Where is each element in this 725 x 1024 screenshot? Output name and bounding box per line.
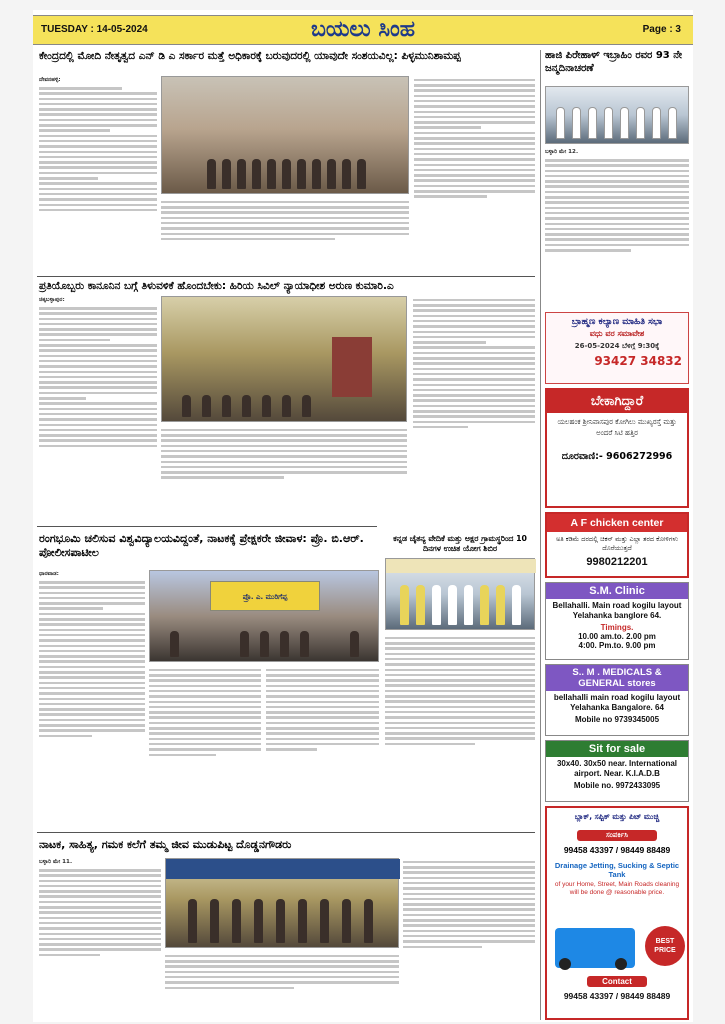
article-3-headline: ರಂಗಭೂಮಿ ಚಲಿಸುವ ವಿಶ್ವವಿದ್ಯಾಲಯವಿದ್ದಂತೆ, ನಾಟಕಕ್ಕೆ ಪ್ರೇಕ್ಷಕರೇ ಜೀವಾಳ: ಪ್ರೊ. ಬಿ.ಆರ್. ಪೋಲೀಸಪಾಟೀಲ bbox=[39, 532, 364, 559]
ad-matrimony-date: 26-05-2024 bbox=[574, 342, 620, 350]
article-2-body-col-2 bbox=[161, 426, 407, 522]
ad-drainage-title: ಬ್ಲಾಕ್, ಸಪ್ಟಿಕ್ ಮತ್ತು ಪಿಟ್ ಮುಚ್ಚಿ bbox=[574, 812, 660, 821]
divider bbox=[37, 832, 535, 833]
best-price-badge-line-2: PRICE bbox=[654, 947, 676, 954]
ad-matrimony-phone: 93427 34832 bbox=[594, 354, 682, 368]
best-price-badge-line-1: BEST bbox=[655, 938, 675, 945]
ad-wanted-phone: ದೂರವಾಣಿ:- 9606272996 bbox=[561, 451, 673, 462]
article-5-photo bbox=[165, 858, 399, 948]
article-5-body-col-3 bbox=[403, 858, 535, 1020]
ad-clinic-title: S.M. Clinic bbox=[546, 583, 688, 599]
ad-site-phone: Mobile no. 9972433095 bbox=[573, 781, 661, 790]
article-4-headline: ಕನ್ನಡ ಚೈತನ್ಯ ವೇದಿಕೆ ಮತ್ತು ಅಕ್ಷರ ಗ್ರಾಮಸ್ಥರಿಂದ 10 ದಿನಗಳ ಉಚಿತ ಯೋಗ ಶಿಬಿರ bbox=[393, 534, 527, 553]
ad-chicken-body: ಅತಿ ಕಡಿಮೆ ದರದಲ್ಲಿ ಚಿಕನ್ ಮತ್ತು ಎಲ್ಲಾ ತರದ ಕೋಳಿಗಳು ದೊರೆಯುತ್ತದೆ bbox=[555, 535, 679, 552]
ad-clinic-address: Bellahalli. Main road kogilu layout Yelahanka banglore 64. bbox=[552, 601, 682, 620]
ad-chicken-title: A F chicken center bbox=[547, 514, 687, 532]
article-3-body-col-3 bbox=[266, 666, 379, 828]
ad-clinic-timing-1: 10.00 am.to. 2.00 pm bbox=[578, 632, 656, 641]
article-6-dateline: ಬಳ್ಳಾರಿ ಮೇ 12. bbox=[545, 149, 579, 155]
article-2-body-col-3 bbox=[413, 296, 535, 522]
article-6-photo bbox=[545, 86, 689, 144]
ad-matrimony-title: ಬ್ರಾಹ್ಮಣ ಕಲ್ಯಾಣ ಮಾಹಿತಿ ಸಭಾ bbox=[571, 317, 663, 327]
ad-medicals-title: S.. M . MEDICALS & GENERAL stores bbox=[546, 665, 688, 691]
ad-site-body: 30x40. 30x50 near. International airport. Near. K.I.A.D.B bbox=[556, 759, 678, 778]
article-3-photo bbox=[149, 570, 379, 662]
masthead-title: ಬಯಲು ಸಿಂಹ bbox=[310, 17, 416, 42]
ad-matrimony-time: ಬೆಳಿಗ್ಗೆ 9:30ಕ್ಕೆ bbox=[621, 342, 660, 350]
ad-chicken-phone: 9980212201 bbox=[586, 556, 648, 568]
ad-wanted bbox=[545, 388, 689, 508]
masthead-date: TUESDAY : 14-05-2024 bbox=[41, 24, 148, 35]
article-6-body bbox=[545, 148, 689, 308]
article-1-dateline: ದೇವನಹಳ್ಳಿ: bbox=[39, 77, 61, 83]
article-4-body bbox=[385, 634, 535, 828]
ad-wanted-body: ಯಲಹಂಕ ಶ್ರೀನಿವಾಸಪುರ ಕೋಗಿಲು ಮುಖ್ಯರಸ್ತೆ ಮತ್ತು ಅಂದರೆ ಸಿಟಿ ಹತ್ತಿರ bbox=[557, 418, 677, 437]
page-number: Page : 3 bbox=[642, 24, 681, 35]
ad-drainage-contact-label: ಸಂಪರ್ಕಿಸಿ bbox=[577, 830, 657, 841]
article-2-headline: ಪ್ರತಿಯೊಬ್ಬರು ಕಾನೂನಿನ ಬಗ್ಗೆ ತಿಳುವಳಿಕೆ ಹೊಂದಬೇಕು: ಹಿರಿಯ ಸಿವಿಲ್ ನ್ಯಾಯಾಧೀಶ ಅರುಣ ಕುಮಾರಿ.ಎ bbox=[39, 280, 394, 292]
divider bbox=[37, 276, 535, 277]
ad-medicals-phone: Mobile no 9739345005 bbox=[574, 715, 660, 724]
article-2-body-col-1 bbox=[39, 296, 157, 522]
article-5-dateline: ಬಳ್ಳಾರಿ ಮೇ 11. bbox=[39, 859, 73, 865]
article-6-headline: ಹಾಜಿ ಪಿರೇಹಾಳ್ ಇಬ್ರಾಹಿಂ ರವರ 93 ನೇ ಜನ್ಮದಿನಾಚರಣೆ bbox=[545, 50, 683, 74]
article-1-body-col-3 bbox=[414, 76, 535, 274]
article-1-body-col-2 bbox=[161, 198, 409, 272]
ad-matrimony-subtitle: ವಧು ವರ ಸಮಾವೇಶ bbox=[589, 329, 645, 338]
article-5-body-col-2 bbox=[165, 952, 399, 1020]
article-5-headline: ನಾಟಕ, ಸಾಹಿತ್ಯ, ಗಮಕ ಕಲೆಗೆ ತಮ್ಮ ಜೀವ ಮುಡುಪಿಟ್ಟ ದೊಡ್ಡನಗೌಡರು bbox=[39, 838, 292, 851]
article-3-body-col-2 bbox=[149, 666, 261, 828]
article-2-photo bbox=[161, 296, 407, 422]
article-3-banner: ಪ್ರೊ. ಎ. ಮುರಿಗೆಪ್ಪ bbox=[242, 593, 288, 601]
ad-wanted-title: ಬೇಕಾಗಿದ್ದಾರೆ bbox=[547, 390, 687, 413]
ad-sm-medicals bbox=[545, 664, 689, 736]
ad-drainage-contact2-label: Contact bbox=[587, 976, 647, 987]
article-1-headline: ಕೇಂದ್ರದಲ್ಲಿ ಮೋದಿ ನೇತೃತ್ವದ ಎನ್ ಡಿ ಎ ಸರ್ಕಾರ ಮತ್ತೆ ಅಧಿಕಾರಕ್ಕೆ ಬರುವುದರಲ್ಲಿ ಯಾವುದೇ ಸಂಶಯವಿಲ್ಲ: ಪಿಳ್ಳಮುನಿಶಾಮಪ್ಪ bbox=[39, 50, 461, 62]
ad-chicken-center bbox=[545, 512, 689, 578]
ad-drainage bbox=[545, 806, 689, 1020]
ad-clinic-timing-2: 4:00. Pm.to. 9.00 pm bbox=[578, 641, 656, 650]
article-2-dateline: ಚಿಕ್ಕಬಳ್ಳಾಪುರ: bbox=[39, 297, 65, 303]
article-1-photo bbox=[161, 76, 409, 194]
article-1-body-col-1 bbox=[39, 76, 157, 274]
ad-matrimony bbox=[545, 312, 689, 384]
divider bbox=[37, 526, 377, 527]
article-3-body-col-1 bbox=[39, 570, 145, 828]
column-divider bbox=[540, 50, 541, 1020]
article-4-photo bbox=[385, 558, 535, 630]
best-price-badge bbox=[645, 926, 685, 966]
article-3-dateline: ಧಾರವಾಡ: bbox=[39, 571, 59, 577]
ad-sm-clinic bbox=[545, 582, 689, 660]
masthead bbox=[33, 15, 693, 45]
article-5-body-col-1 bbox=[39, 858, 161, 1020]
ad-clinic-timings-label: Timings. bbox=[600, 623, 634, 632]
ad-drainage-promise: of your Home, Street, Main Roads cleaning will be done @ reasonable price. bbox=[554, 881, 680, 896]
ad-site-title: Sit for sale bbox=[546, 741, 688, 757]
ad-site-for-sale bbox=[545, 740, 689, 802]
ad-drainage-phone: 99458 43397 / 98449 88489 bbox=[563, 845, 671, 855]
ad-drainage-phone-2: 99458 43397 / 98449 88489 bbox=[563, 991, 671, 1001]
newspaper-page bbox=[33, 10, 693, 1022]
tanker-truck-icon bbox=[555, 928, 635, 968]
ad-drainage-service: Drainage Jetting, Sucking & Septic Tank bbox=[554, 861, 680, 879]
ad-medicals-address: bellahalli main road kogilu layout Yelahanka Bangalore. 64 bbox=[553, 693, 681, 712]
